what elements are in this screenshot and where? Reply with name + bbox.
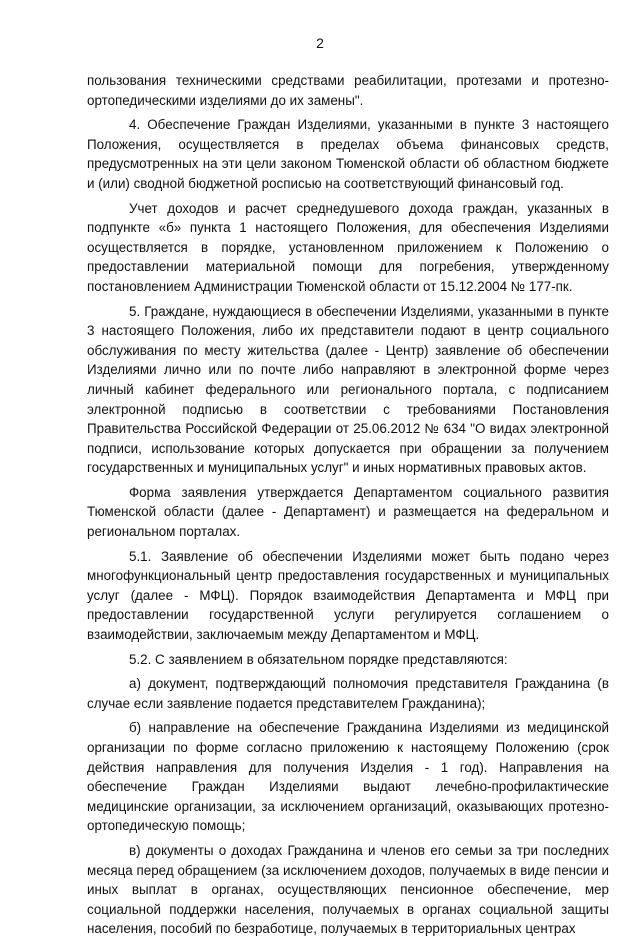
paragraph: а) документ, подтверждающий полномочия представителя Гражданина (в случае если заявление подается представителем Гражданина); [87, 676, 609, 711]
paragraph: в) документы о доходах Гражданина и членов его семьи за три последних месяца перед обращением (за исключением доходов, получаемых в виде пенсии и иных выплат в органах, осуществляющих пенсионное обеспечение, мер социальной поддержки населения, получаемых в органах социальной защиты населения, пособий по безработице, получаемых в территориальных центрах [87, 842, 609, 937]
paragraph: Форма заявления утверждается Департаментом социального развития Тюменской области (далее - Департамент) и размещается на федеральном и региональном порталах. [87, 484, 609, 540]
paragraph: 4. Обеспечение Граждан Изделиями, указанными в пункте 3 настоящего Положения, осуществляется в пределах объема финансовых средств, предусмотренных на эти цели законом Тюменской области об областном бюджете и (или) сводной бюджетной росписью на соответствующий финансовый год. [87, 117, 609, 191]
page-number: 2 [316, 35, 324, 51]
paragraph: 5.1. Заявление об обеспечении Изделиями может быть подано через многофункциональный центр предоставления государственных и муниципальных услуг (далее - МФЦ). Порядок взаимодействия Департамента и МФЦ при предоставлении государственной услуги регулируется соглашением о взаимодействии, заключаемым между Департаментом и МФЦ. [87, 548, 609, 643]
paragraph: б) направление на обеспечение Гражданина Изделиями из медицинской организации по форме согласно приложению к настоящему Положению (срок действия направления для получения Изделия - 1 год). Направления на обеспечение Граждан Изделиями выдают лечебно-профилактические медицинские организации, за исключением организаций, оказывающих протезно-ортопедическую помощь; [87, 720, 609, 834]
paragraph: 5. Граждане, нуждающиеся в обеспечении Изделиями, указанными в пункте 3 настоящего Положения, либо их представители подают в центр социального обслуживания по месту жительства (далее - Центр) заявление об обеспечении Изделиями лично или по почте либо направляют в электронной форме через личный кабинет федерального или регионального портала, с подписанием электронной подписью в соответствии с требованиями Постановления Правительства Российской Федерации от 25.06.2012 № 634 "О видах электронной подписи, использование которых допускается при обращении за получением государственных и муниципальных услуг" и иных нормативных правовых актов. [87, 303, 609, 476]
paragraph: пользования техническими средствами реабилитации, протезами и протезно-ортопедическими изделиями до их замены". [87, 73, 609, 108]
document-body [87, 71, 609, 939]
paragraph: Учет доходов и расчет среднедушевого дохода граждан, указанных в подпункте «б» пункта 1 настоящего Положения, для обеспечения Изделиями осуществляется в порядке, установленном приложением к Положению о предоставлении материальной помощи для погребения, утвержденному постановлением Администрации Тюменской области от 15.12.2004 № 177-пк. [87, 200, 609, 294]
paragraph: 5.2. С заявлением в обязательном порядке представляются: [129, 651, 508, 667]
